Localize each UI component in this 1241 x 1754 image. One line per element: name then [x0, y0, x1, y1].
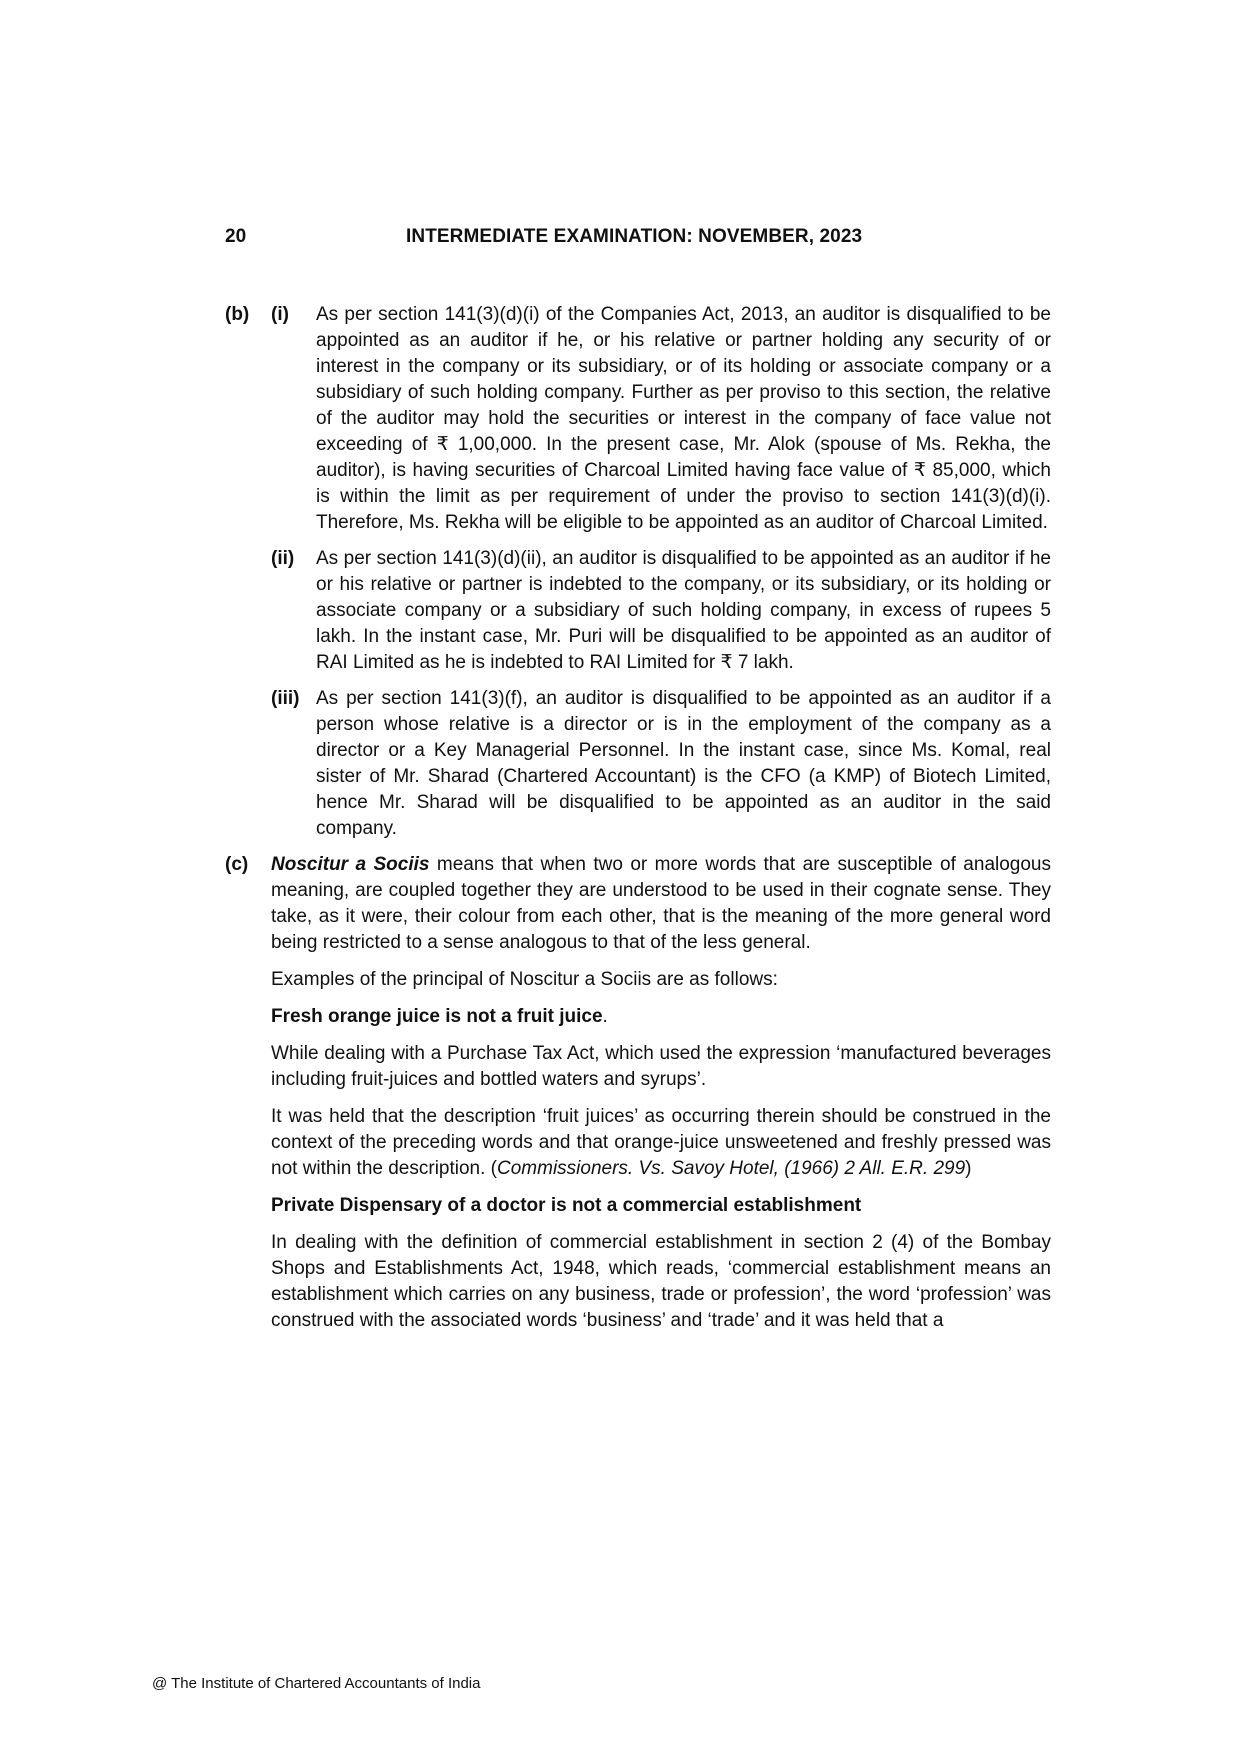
header-title: INTERMEDIATE EXAMINATION: NOVEMBER, 2023: [406, 226, 863, 247]
example2-paragraph-1: In dealing with the definition of commercial establishment in section 2 (4) of the Bombay Shops and Establishments Act, 1948, which reads, ‘commercial establishment means an establishment which carries on any business, trade or profession’, the word ‘profession’ was construed with the associated words ‘business’ and ‘trade’ and it was held that a: [271, 1232, 1051, 1331]
example1-paragraph-1: While dealing with a Purchase Tax Act, which used the expression ‘manufactured beverages including fruit-juices and bottled waters and syrups’.: [271, 1043, 1051, 1090]
footer-copyright: @ The Institute of Chartered Accountants of India: [152, 1675, 481, 1692]
example1-paragraph-2: [271, 1104, 1051, 1182]
section-c-body: [271, 852, 1051, 1334]
item-b-ii-text: As per section 141(3)(d)(ii), an auditor is disqualified to be appointed as an auditor if he or his relative or partner is indebted to the company, or its subsidiary, or its holding or associate company or a subsidiary of such holding company, in excess of rupees 5 lakh. In the instant case, Mr. Puri will be disqualified to be appointed as an auditor of RAI Limited as he is indebted to RAI Limited for ₹ 7 lakh.: [316, 548, 1051, 673]
example1-heading-end: .: [602, 1006, 608, 1027]
item-b-ii-label: (ii): [271, 548, 295, 569]
item-b-i-text: As per section 141(3)(d)(i) of the Companies Act, 2013, an auditor is disqualified to be appointed as an auditor if he, or his relative or partner holding any security of or interest in the company or its subsidiary, or of its holding or associate company or a subsidiary of such holding company. Further as per proviso to this section, the relative of the auditor may hold the securities or interest in the company of face value not exceeding of ₹ 1,00,000. In the present case, Mr. Alok (spouse of Ms. Rekha, the auditor), is having securities of Charcoal Limited having face value of ₹ 85,000, which is within the limit as per requirement of under the proviso to section 141(3)(d)(i). Therefore, Ms. Rekha will be eligible to be appointed as an auditor of Charcoal Limited.: [316, 304, 1051, 533]
main-content: [225, 302, 1051, 1334]
noscitur-intro: means that when two or more words that are susceptible of analogous meaning, are coupled together they are understood to be used in their cognate sense. They take, as it were, their colour from each other, that is the meaning of the more general word being restricted to a sense analogous to that of the less general.: [271, 854, 1051, 953]
page-number: 20: [225, 226, 247, 247]
noscitur-definition: [271, 852, 1051, 956]
example1-p2-text: It was held that the description ‘fruit juices’ as occurring therein should be construed in the context of the preceding words and that orange-juice unsweetened and freshly pressed was not within the description. (: [271, 1106, 1051, 1179]
section-b-body: [271, 302, 1051, 842]
example2-heading: Private Dispensary of a doctor is not a commercial establishment: [271, 1195, 862, 1216]
section-c-label: (c): [225, 854, 249, 875]
item-b-ii: [271, 546, 1051, 676]
item-b-iii-text: As per section 141(3)(f), an auditor is disqualified to be appointed as an auditor if a person whose relative is a director or is in the employment of the company as a director or a Key Managerial Personnel. In the instant case, since Ms. Komal, real sister of Mr. Sharad (Chartered Accountant) is the CFO (a KMP) of Biotech Limited, hence Mr. Sharad will be disqualified to be appointed as an auditor in the said company.: [316, 688, 1051, 839]
example1-citation: Commissioners. Vs. Savoy Hotel, (1966) 2 All. E.R. 299: [497, 1158, 966, 1179]
section-b: [225, 302, 1051, 842]
item-b-i-label: (i): [271, 304, 289, 325]
item-b-iii: [271, 686, 1051, 842]
section-b-label: (b): [225, 304, 250, 325]
section-c: [225, 852, 1051, 1334]
item-b-i: [271, 302, 1051, 536]
examples-intro: Examples of the principal of Noscitur a Sociis are as follows:: [271, 969, 778, 990]
example1-heading-line: [271, 1004, 1051, 1030]
item-b-iii-label: (iii): [271, 688, 300, 709]
example1-heading: Fresh orange juice is not a fruit juice: [271, 1006, 603, 1027]
example1-p2-end: ): [965, 1158, 972, 1179]
noscitur-term: Noscitur a Sociis: [271, 854, 430, 875]
